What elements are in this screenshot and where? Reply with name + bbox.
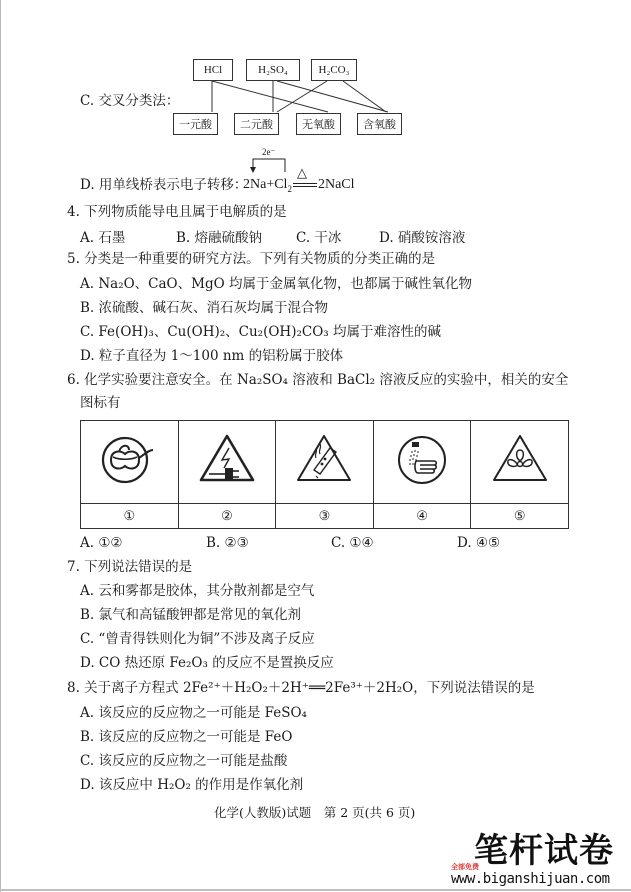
q5-option-d: D. 粒子直径为 1～100 nm 的铝粉属于胶体 [80, 348, 344, 364]
wash-hands-icon [392, 430, 452, 490]
sign-number-5: ⑤ [471, 504, 569, 529]
diagram-box-oxyacid: 含氧酸 [357, 113, 402, 135]
q3-equation: $2Na+Cl_2$ △ 2NaCl [243, 165, 355, 194]
q7-stem: 7. 下列说法错误的是 [67, 559, 193, 575]
page-bottom-border [0, 889, 631, 891]
q7-option-d: D. CO 热还原 Fe₂O₃ 的反应不是置换反应 [80, 655, 334, 671]
sign-number-2: ② [178, 504, 276, 529]
q4-option-d: D. 硝酸铵溶液 [379, 230, 466, 246]
q4-option-c: C. 干冰 [296, 230, 342, 246]
sign-cell-1 [81, 421, 179, 504]
q8-option-c: C. 该反应的反应物之一可能是盐酸 [80, 753, 288, 769]
q4-option-b: B. 熔融硫酸钠 [176, 230, 263, 246]
q3-option-c-label: C. 交叉分类法： [80, 93, 180, 109]
q5-stem: 5. 分类是一种重要的研究方法。下列有关物质的分类正确的是 [67, 251, 436, 267]
diagram-box-diprotic: 二元酸 [234, 113, 279, 135]
q8-option-a: A. 该反应的反应物之一可能是 FeSO₄ [80, 705, 307, 721]
sign-number-3: ③ [276, 504, 374, 529]
q6-stem-line1: 6. 化学实验要注意安全。在 Na₂SO₄ 溶液和 BaCl₂ 溶液反应的实验中，相关的安全 [67, 372, 569, 388]
page-footer: 化学(人教版)试题 第 2 页(共 6 页) [214, 805, 416, 820]
q6-option-c: C. ①④ [331, 535, 374, 551]
watermark-brand: 笔杆试卷 [474, 831, 614, 871]
q3-option-d-label: D. 用单线桥表示电子转移： [80, 177, 248, 193]
q6-option-b: B. ②③ [206, 535, 249, 551]
diagram-box-oxygen-free: 无氧酸 [296, 113, 341, 135]
hot-surface-pot-icon [99, 430, 159, 490]
q6-stem-line2: 图标有 [80, 395, 121, 411]
sharp-object-glass-icon [294, 430, 354, 490]
sign-cell-3 [276, 421, 374, 504]
q6-option-a: A. ①② [80, 535, 123, 551]
q5-option-b: B. 浓硫酸、碱石灰、消石灰均属于混合物 [80, 300, 329, 316]
diagram-box-h2so4: H₂SO₄ [246, 59, 300, 81]
sign-number-4: ④ [373, 504, 471, 529]
q8-option-b: B. 该反应的反应物之一可能是 FeO [80, 729, 293, 745]
q4-option-a: A. 石墨 [80, 230, 126, 246]
q5-option-a: A. Na₂O、CaO、MgO 均属于金属氧化物，也都属于碱性氧化物 [80, 276, 472, 292]
q8-stem: 8. 关于离子方程式 2Fe²⁺＋H₂O₂＋2H⁺══2Fe³⁺＋2H₂O，下列说法错误的是 [67, 680, 535, 696]
sign-cell-5 [471, 421, 569, 504]
diagram-box-hcl: HCl [193, 59, 233, 81]
q7-option-c: C. “曾青得铁则化为铜”不涉及离子反应 [80, 631, 315, 647]
q6-option-d: D. ④⑤ [457, 535, 501, 551]
sign-number-1: ① [81, 504, 179, 529]
electron-count: 2e⁻ [262, 147, 276, 157]
q8-option-d: D. 该反应中 H₂O₂ 的作用是作氧化剂 [80, 777, 304, 793]
electric-hazard-plug-icon [197, 430, 257, 490]
watermark-free-tag: 全部免费 [451, 863, 479, 871]
diagram-box-h2co3: H₂CO₃ [311, 59, 357, 81]
sign-cell-2 [178, 421, 276, 504]
diagram-box-monoprotic: 一元酸 [173, 113, 218, 135]
q7-option-b: B. 氯气和高锰酸钾都是常见的氧化剂 [80, 607, 302, 623]
q5-option-c: C. Fe(OH)₃、Cu(OH)₂、Cu₂(OH)₂CO₃ 均属于难溶性的碱 [80, 324, 441, 340]
q7-option-a: A. 云和雾都是胶体，其分散剂都是空气 [80, 583, 315, 599]
watermark-url[interactable]: www.biganshijuan.com [451, 871, 610, 887]
ventilation-fan-icon [490, 430, 550, 490]
sign-cell-4 [373, 421, 471, 504]
safety-sign-table [80, 420, 569, 529]
q4-stem: 4. 下列物质能导电且属于电解质的是 [67, 204, 287, 220]
